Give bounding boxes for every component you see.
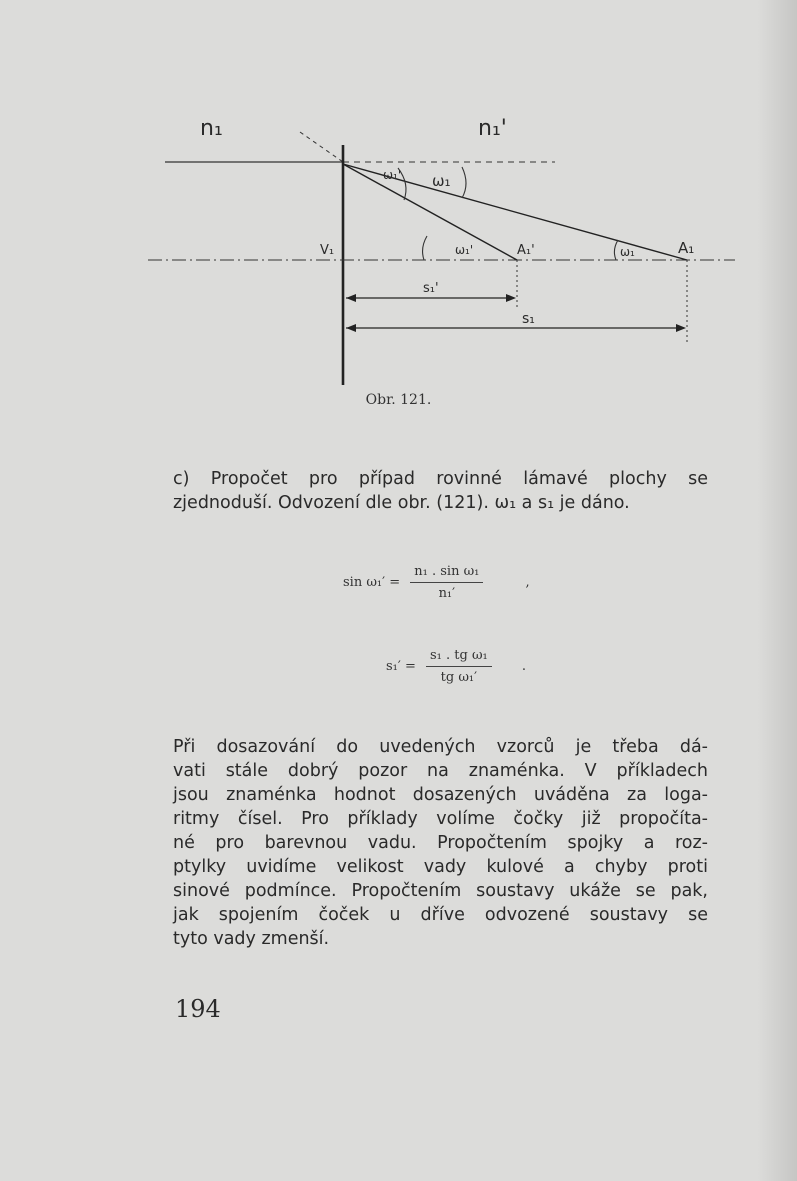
normal-dashed-line [300, 132, 343, 162]
body-line: vati stále dobrý pozor na znaménka. V příkladech [173, 761, 708, 781]
body-line: Při dosazování do uvedených vzorců je třeba dá- [173, 737, 708, 757]
arrowhead-s1-left [346, 324, 356, 332]
figure-obr-121 [0, 0, 797, 440]
angle-arc-omega1-prime-lower [423, 236, 427, 260]
label-n1-prime: n₁' [478, 116, 507, 141]
angle-arc-omega1-upper [462, 167, 466, 198]
label-s1: s₁ [522, 311, 535, 327]
equation-sin-omega1-prime [343, 564, 530, 601]
angle-arc-omega1-lower [614, 240, 618, 260]
intro-paragraph [173, 467, 708, 515]
label-omega1-prime-upper: ω₁' [383, 168, 402, 182]
body-line: jsou znaménka hodnot dosazených uváděna za loga- [173, 785, 708, 805]
label-n1: n₁ [200, 116, 223, 141]
eq1-lhs: sin ω₁′ = [343, 575, 401, 590]
equation-s1-prime [386, 648, 526, 685]
eq2-denominator: tg ω₁′ [440, 670, 478, 685]
eq1-tail: , [525, 575, 530, 590]
intro-line-1: c) Propočet pro případ rovinné lámavé plochy se [173, 469, 708, 489]
body-line: jak spojením čoček u dříve odvozené soustavy se [173, 905, 708, 925]
refracted-ray-to-a1-prime [343, 164, 517, 260]
body-line: ptylky uvidíme velikost vady kulové a chyby proti [173, 857, 708, 877]
figure-caption: Obr. 121. [365, 392, 432, 408]
page-number: 194 [175, 995, 221, 1023]
arrowhead-s1-right [676, 324, 686, 332]
arrowhead-s1-prime-left [346, 294, 356, 302]
label-s1-prime: s₁' [423, 281, 439, 296]
eq2-numerator: s₁ . tg ω₁ [426, 648, 492, 667]
eq2-tail: . [521, 659, 527, 674]
label-a1-prime: A₁' [517, 243, 535, 258]
intro-line-2: zjednoduší. Odvození dle obr. (121). ω₁ a s₁ je dáno. [173, 493, 630, 513]
body-paragraph [173, 735, 708, 951]
eq1-fraction [410, 564, 483, 601]
body-line: ritmy čísel. Pro příklady volíme čočky již propočíta- [173, 809, 708, 829]
eq1-numerator: n₁ . sin ω₁ [410, 564, 483, 583]
eq2-fraction [426, 648, 492, 685]
label-omega1-prime-lower: ω₁' [455, 243, 474, 257]
eq2-lhs: s₁′ = [386, 659, 416, 674]
label-omega1-upper: ω₁ [432, 172, 451, 190]
eq1-denominator: n₁′ [438, 586, 456, 601]
body-line: tyto vady zmenší. [173, 929, 330, 949]
body-line: né pro barevnou vadu. Propočtením spojky a roz- [173, 833, 708, 853]
label-v1: V₁ [320, 243, 335, 258]
label-a1: A₁ [678, 239, 695, 257]
arrowhead-s1-prime-right [506, 294, 516, 302]
label-omega1-lower: ω₁ [620, 245, 635, 259]
body-line: sinové podmínce. Propočtením soustavy ukáže se pak, [173, 881, 708, 901]
